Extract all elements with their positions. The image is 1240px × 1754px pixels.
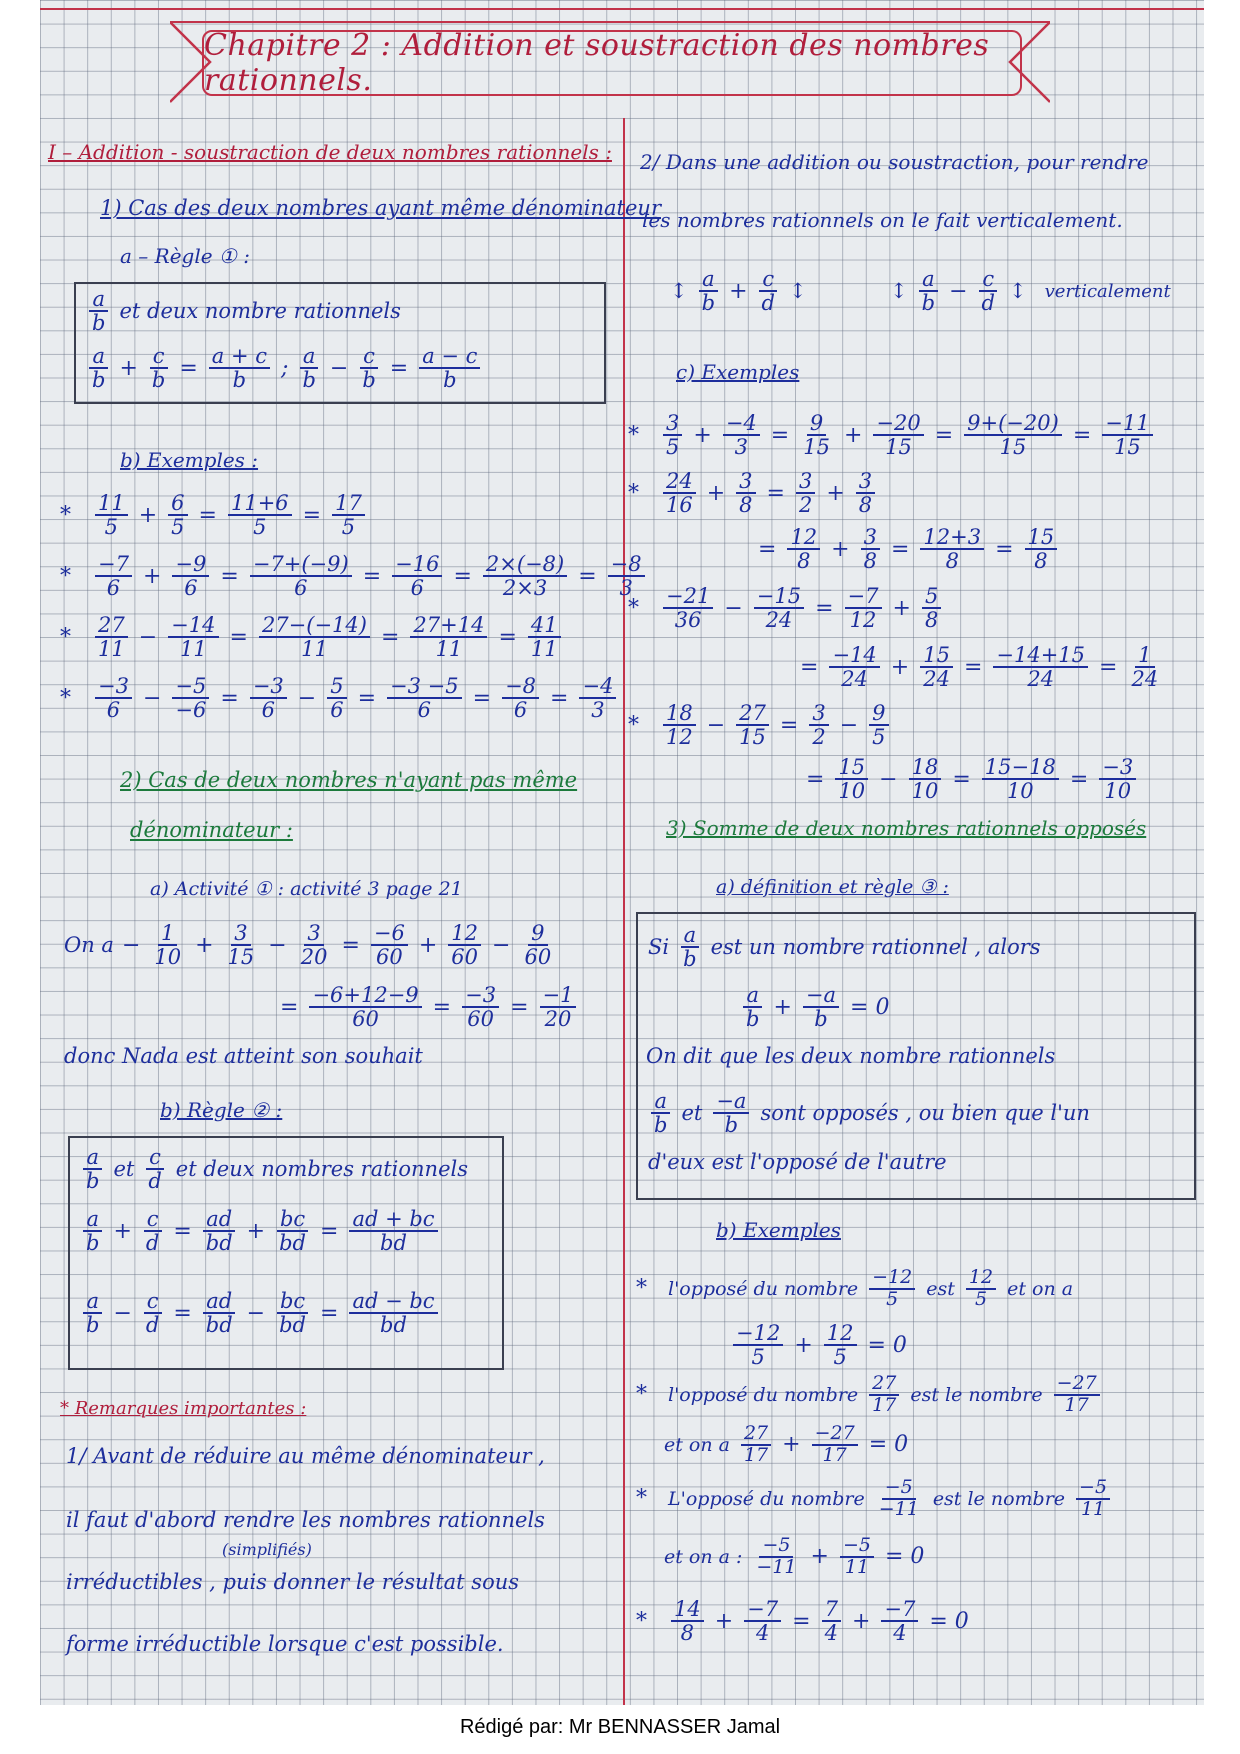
vertical-example-diff: ↕ $\frac{a}{b}$ − $\frac{c}{d}$ ↕ verticalement xyxy=(890,267,1171,316)
regle1-formula: $\frac{a}{b}$ + $\frac{c}{b}$ = $\frac{a + c}{b}$ ; $\frac{a}{b}$ − $\frac{c}{b}$ = $\frac{a - c}{b}$ xyxy=(86,345,483,391)
regle2-sum: $\frac{a}{b}$ + $\frac{c}{d}$ = $\frac{ad}{bd}$ + $\frac{bc}{bd}$ = $\frac{ad + bc}{bd}$ xyxy=(80,1208,441,1254)
opp-ex3-etona: et on a : xyxy=(664,1545,743,1568)
opp-ex1-etona: et on a xyxy=(1007,1277,1074,1300)
remarque-note: (simplifiés) xyxy=(222,1540,312,1559)
opp-ex2-text: l'opposé du nombre xyxy=(668,1383,859,1406)
activite-line2: = $\frac{-6+12-9}{60}$ = $\frac{-3}{60}$ = $\frac{-1}{20}$ xyxy=(280,984,579,1030)
regle1-text: et deux nombre rationnels xyxy=(119,299,401,324)
opp-example-3-calc: et on a : $\frac{-5}{-11}$ + $\frac{-5}{11}$ = 0 xyxy=(664,1534,925,1578)
remarque-line-3: irréductibles , puis donner le résultat sous xyxy=(66,1570,520,1594)
notebook-page xyxy=(40,0,1204,1705)
footer-author: Rédigé par: Mr BENNASSER Jamal xyxy=(459,1716,781,1738)
regle2-label: b) Règle ② : xyxy=(160,1098,283,1122)
chapter-title: Chapitre 2 : Addition et soustraction des nombres rationnels. xyxy=(204,28,990,98)
right-example-3a: * $\frac{-21}{36}$ − $\frac{-15}{24}$ = $\frac{-7}{12}$ + $\frac{5}{8}$ xyxy=(628,585,944,631)
right-example-4b: = $\frac{15}{10}$ − $\frac{18}{10}$ = $\frac{15-18}{10}$ = $\frac{-3}{10}$ xyxy=(806,756,1139,802)
opp-example-2: * l'opposé du nombre $\frac{27}{17}$ est le nombre $\frac{-27}{17}$ xyxy=(636,1374,1103,1416)
def-sont: sont opposés , ou bien que l'un xyxy=(760,1101,1090,1126)
example-row-2: * $\frac{-7}{6}$ + $\frac{-9}{6}$ = $\frac{-7+(-9)}{6}$ = $\frac{-16}{6}$ = $\frac{2\times(-8)}{2\times 3}$ = $\frac{-8}{3}$ xyxy=(60,553,648,599)
point2-line-1: 2/ Dans une addition ou soustraction, pour rendre xyxy=(640,150,1149,174)
regle2-line1: $\frac{a}{b}$ et $\frac{c}{d}$ et deux nombres rationnels xyxy=(80,1146,468,1192)
verticalement-label: verticalement xyxy=(1044,280,1171,302)
part2-title: 2) Cas de deux nombres n'ayant pas même xyxy=(120,768,578,792)
right-example-3b: = $\frac{-14}{24}$ + $\frac{15}{24}$ = $\frac{-14+15}{24}$ = $\frac{1}{24}$ xyxy=(800,643,1159,692)
opp-ex1-est: est xyxy=(926,1277,955,1300)
activite-intro: On a xyxy=(64,933,114,958)
def-si: Si xyxy=(648,935,670,960)
part1-title: 1) Cas des deux nombres ayant même dénominateur xyxy=(100,196,661,220)
remarques-label: * Remarques importantes : xyxy=(60,1398,307,1419)
def-et: et xyxy=(681,1101,703,1126)
exemples-b-left: b) Exemples : xyxy=(120,448,259,472)
point2-line-2: les nombres rationnels on le fait verticalement. xyxy=(642,208,1123,232)
top-border-line xyxy=(40,8,1204,10)
def-autre: d'eux est l'opposé de l'autre xyxy=(648,1150,947,1174)
remarque-line-2: il faut d'abord rendre les nombres rationnels xyxy=(66,1508,545,1532)
def-ondit: On dit que les deux nombre rationnels xyxy=(646,1044,1056,1068)
def-label: a) définition et règle ③ : xyxy=(716,876,949,898)
def-line1: Si $\frac{a}{b}$ est un nombre rationnel , alors xyxy=(648,923,1041,972)
regle2-text: et deux nombres rationnels xyxy=(175,1157,469,1182)
remarque-line-4: forme irréductible lorsque c'est possible. xyxy=(66,1632,504,1656)
exemples-b-right: b) Exemples xyxy=(716,1218,841,1242)
example-row-1: * $\frac{11}{5}$ + $\frac{6}{5}$ = $\frac{11+6}{5}$ = $\frac{17}{5}$ xyxy=(60,492,368,538)
right-example-2a: * $\frac{24}{16}$ + $\frac{3}{8}$ = $\frac{3}{2}$ + $\frac{3}{8}$ xyxy=(628,470,878,516)
donc-text: donc Nada est atteint son souhait xyxy=(64,1044,423,1068)
vertical-example-sum: ↕ $\frac{a}{b}$ + $\frac{c}{d}$ ↕ xyxy=(670,267,807,316)
opp-ex2-etona: et on a xyxy=(664,1433,730,1456)
opp-example-3: * L'opposé du nombre $\frac{-5}{-11}$ est le nombre $\frac{-5}{11}$ xyxy=(636,1478,1113,1520)
regle1-line1: $\frac{a}{b}$ et deux nombre rationnels xyxy=(86,288,401,334)
opp-example-4: * $\frac{14}{8}$ + $\frac{-7}{4}$ = $\frac{7}{4}$ + $\frac{-7}{4}$ = 0 xyxy=(636,1597,969,1646)
section-I-title: I – Addition - soustraction de deux nombres rationnels : xyxy=(48,140,612,164)
part3-title: 3) Somme de deux nombres rationnels opposés xyxy=(666,816,1147,840)
vertical-divider xyxy=(623,118,625,1705)
opp-example-1: * l'opposé du nombre $\frac{-12}{5}$ est $\frac{12}{5}$ et on a xyxy=(636,1266,1074,1310)
def-est: est un nombre rationnel , alors xyxy=(710,935,1041,960)
chapter-title-frame xyxy=(202,30,1022,96)
opp-ex3-text: L'opposé du nombre xyxy=(668,1487,865,1510)
activite-label: a) Activité ① : activité 3 page 21 xyxy=(150,878,463,900)
title-banner xyxy=(170,16,1050,108)
def-formula: $\frac{a}{b}$ + $\frac{-a}{b}$ = 0 xyxy=(740,984,889,1030)
exemples-c-label: c) Exemples xyxy=(676,360,800,384)
opp-ex3-est: est le nombre xyxy=(932,1487,1066,1510)
example-row-4: * $\frac{-3}{6}$ − $\frac{-5}{-6}$ = $\frac{-3}{6}$ − $\frac{5}{6}$ = $\frac{-3 -5}{6}$ = $\frac{-8}{6}$ = $\frac{-4}{3}$ xyxy=(60,675,619,721)
opp-example-2-calc: et on a $\frac{27}{17}$ + $\frac{-27}{17}$ = 0 xyxy=(664,1422,909,1466)
opp-ex1-text: l'opposé du nombre xyxy=(668,1277,859,1300)
right-example-4a: * $\frac{18}{12}$ − $\frac{27}{15}$ = $\frac{3}{2}$ − $\frac{9}{5}$ xyxy=(628,702,892,748)
right-example-2b: = $\frac{12}{8}$ + $\frac{3}{8}$ = $\frac{12+3}{8}$ = $\frac{15}{8}$ xyxy=(758,526,1060,572)
example-row-3: * $\frac{27}{11}$ − $\frac{-14}{11}$ = $\frac{27-(-14)}{11}$ = $\frac{27+14}{11}$ = $\frac{41}{11}$ xyxy=(60,614,564,660)
regle2-diff: $\frac{a}{b}$ − $\frac{c}{d}$ = $\frac{ad}{bd}$ − $\frac{bc}{bd}$ = $\frac{ad - bc}{bd}$ xyxy=(80,1290,441,1336)
regle1-label: a – Règle ① : xyxy=(120,244,250,268)
remarque-line-1: 1/ Avant de réduire au même dénominateur , xyxy=(66,1444,545,1468)
opp-ex2-est: est le nombre xyxy=(910,1383,1043,1406)
part2-title-cont: dénominateur : xyxy=(130,818,293,842)
right-example-1: * $\frac{3}{5}$ + $\frac{-4}{3}$ = $\frac{9}{15}$ + $\frac{-20}{15}$ = $\frac{9+(-20)}{15}$ = $\frac{-11}{15}$ xyxy=(628,412,1156,458)
opp-example-1-calc: $\frac{-12}{5}$ + $\frac{12}{5}$ = 0 xyxy=(730,1322,907,1368)
def-line-opposes: $\frac{a}{b}$ et $\frac{-a}{b}$ sont opposés , ou bien que l'un xyxy=(648,1090,1090,1136)
activite-line1: On a − $\frac{1}{10}$ + $\frac{3}{15}$ − $\frac{3}{20}$ = $\frac{-6}{60}$ + $\frac{12}{60}$ − $\frac{9}{60}$ xyxy=(64,921,552,970)
